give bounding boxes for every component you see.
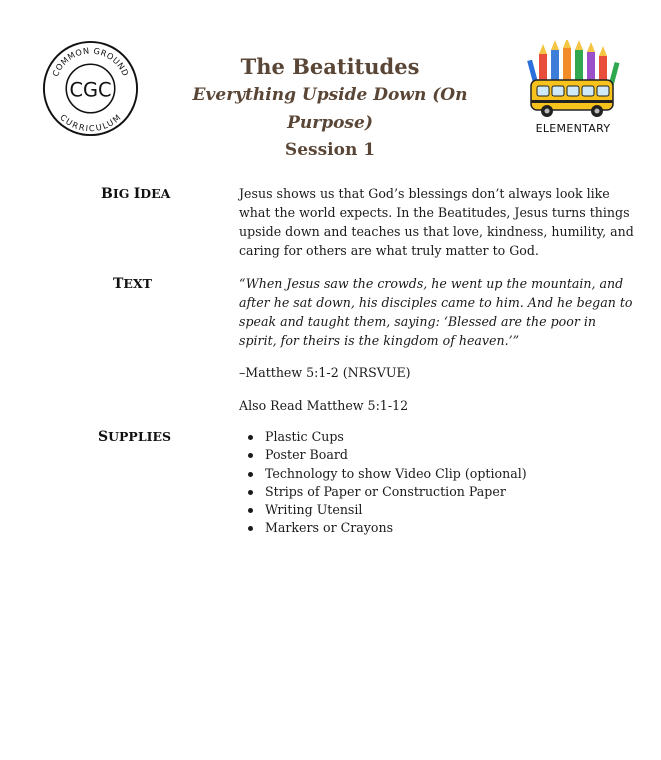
supply-item: Plastic Cups xyxy=(239,428,634,446)
scripture-citation: –Matthew 5:1-2 (NRSVUE) xyxy=(239,365,411,380)
logo-center-text: CGC xyxy=(69,78,112,102)
scripture-quote: “When Jesus saw the crowds, he went up the mountain, and after he sat down, his disciples came to him. And he began to speak and taught them, saying: ‘Blessed are the poor in spirit, for theirs is the kingdom of heaven.’” xyxy=(239,276,633,348)
big-idea-label xyxy=(101,186,170,202)
supplies-label-rest: UPPLIES xyxy=(108,429,172,444)
session-label: Session 1 xyxy=(284,140,376,160)
logo-ring-top: COMMON GROUND xyxy=(50,45,131,78)
page-subtitle: Everything Upside Down (On Purpose) xyxy=(192,85,468,133)
big-idea-label-rest: IG xyxy=(112,186,134,201)
text-label-initial: T xyxy=(113,276,124,292)
big-idea-label-initial-2: I xyxy=(133,186,141,202)
supplies-label xyxy=(98,429,171,445)
supply-item: Technology to show Video Clip (optional) xyxy=(239,465,634,483)
text-label-rest: EXT xyxy=(123,276,152,291)
supply-item: Poster Board xyxy=(239,446,634,464)
text-label xyxy=(113,276,152,292)
page-title: The Beatitudes xyxy=(240,54,420,79)
also-read: Also Read Matthew 5:1-12 xyxy=(239,398,409,413)
supply-item: Strips of Paper or Construction Paper xyxy=(239,483,634,501)
supplies-list-container xyxy=(239,428,634,538)
supplies-label-initial: S xyxy=(98,429,109,445)
logo-ring-bottom: CURRICULUM xyxy=(58,112,123,134)
school-bus-icon xyxy=(531,80,613,117)
supplies-list xyxy=(239,428,634,538)
big-idea-label-rest-2: DEA xyxy=(140,186,171,201)
big-idea-label-initial: B xyxy=(101,186,113,202)
level-label: ELEMENTARY xyxy=(535,122,611,135)
supply-item: Markers or Crayons xyxy=(239,519,634,537)
big-idea-text: Jesus shows us that God’s blessings don’t always look like what the world expects. In the Beatitudes, Jesus turns things upside down and teaches us that love, kindness, humility, and caring for others are what truly matter to God. xyxy=(239,186,634,258)
supply-item: Writing Utensil xyxy=(239,501,634,519)
cgc-logo xyxy=(42,40,139,137)
header-titles xyxy=(150,53,510,163)
